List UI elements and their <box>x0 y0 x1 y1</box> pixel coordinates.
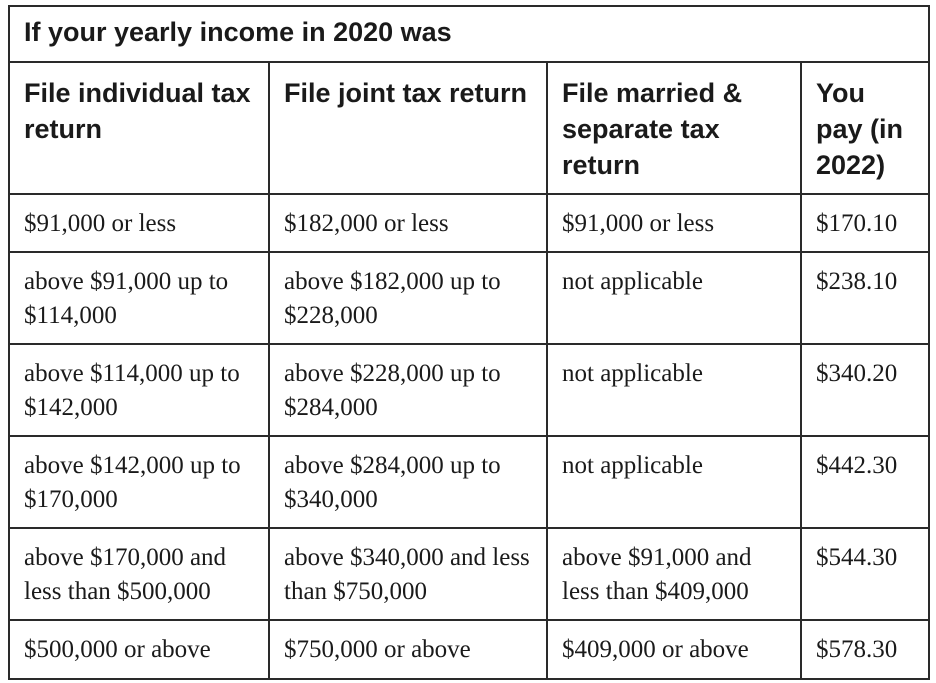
table-cell: $91,000 or less <box>547 194 801 252</box>
table-cell: $500,000 or above <box>9 620 269 679</box>
column-header-individual: File individual tax return <box>9 62 269 194</box>
table-cell: $409,000 or above <box>547 620 801 679</box>
table-cell: above $340,000 and less than $750,000 <box>269 528 547 620</box>
table-row <box>9 528 929 620</box>
table-title-row <box>9 6 929 62</box>
table-row <box>9 436 929 528</box>
table-cell: $442.30 <box>801 436 929 528</box>
table-cell: above $284,000 up to $340,000 <box>269 436 547 528</box>
table-header-row <box>9 62 929 194</box>
column-header-married-separate: File married & separate tax return <box>547 62 801 194</box>
table-cell: $91,000 or less <box>9 194 269 252</box>
table-cell: above $170,000 and less than $500,000 <box>9 528 269 620</box>
table-cell: above $91,000 and less than $409,000 <box>547 528 801 620</box>
table-cell: above $142,000 up to $170,000 <box>9 436 269 528</box>
table-cell: $578.30 <box>801 620 929 679</box>
table-cell: $340.20 <box>801 344 929 436</box>
column-header-you-pay: You pay (in 2022) <box>801 62 929 194</box>
table-cell: not applicable <box>547 436 801 528</box>
table-cell: $544.30 <box>801 528 929 620</box>
table-cell: not applicable <box>547 252 801 344</box>
table-cell: $238.10 <box>801 252 929 344</box>
table-row <box>9 620 929 679</box>
table-cell: above $114,000 up to $142,000 <box>9 344 269 436</box>
table-cell: $170.10 <box>801 194 929 252</box>
table-cell: not applicable <box>547 344 801 436</box>
table-cell: above $182,000 up to $228,000 <box>269 252 547 344</box>
table-cell: above $228,000 up to $284,000 <box>269 344 547 436</box>
table-cell: $182,000 or less <box>269 194 547 252</box>
table-cell: above $91,000 up to $114,000 <box>9 252 269 344</box>
premium-table <box>8 5 930 680</box>
table-row <box>9 344 929 436</box>
table-row <box>9 194 929 252</box>
column-header-joint: File joint tax return <box>269 62 547 194</box>
table-row <box>9 252 929 344</box>
table-cell: $750,000 or above <box>269 620 547 679</box>
table-title: If your yearly income in 2020 was <box>9 6 929 62</box>
